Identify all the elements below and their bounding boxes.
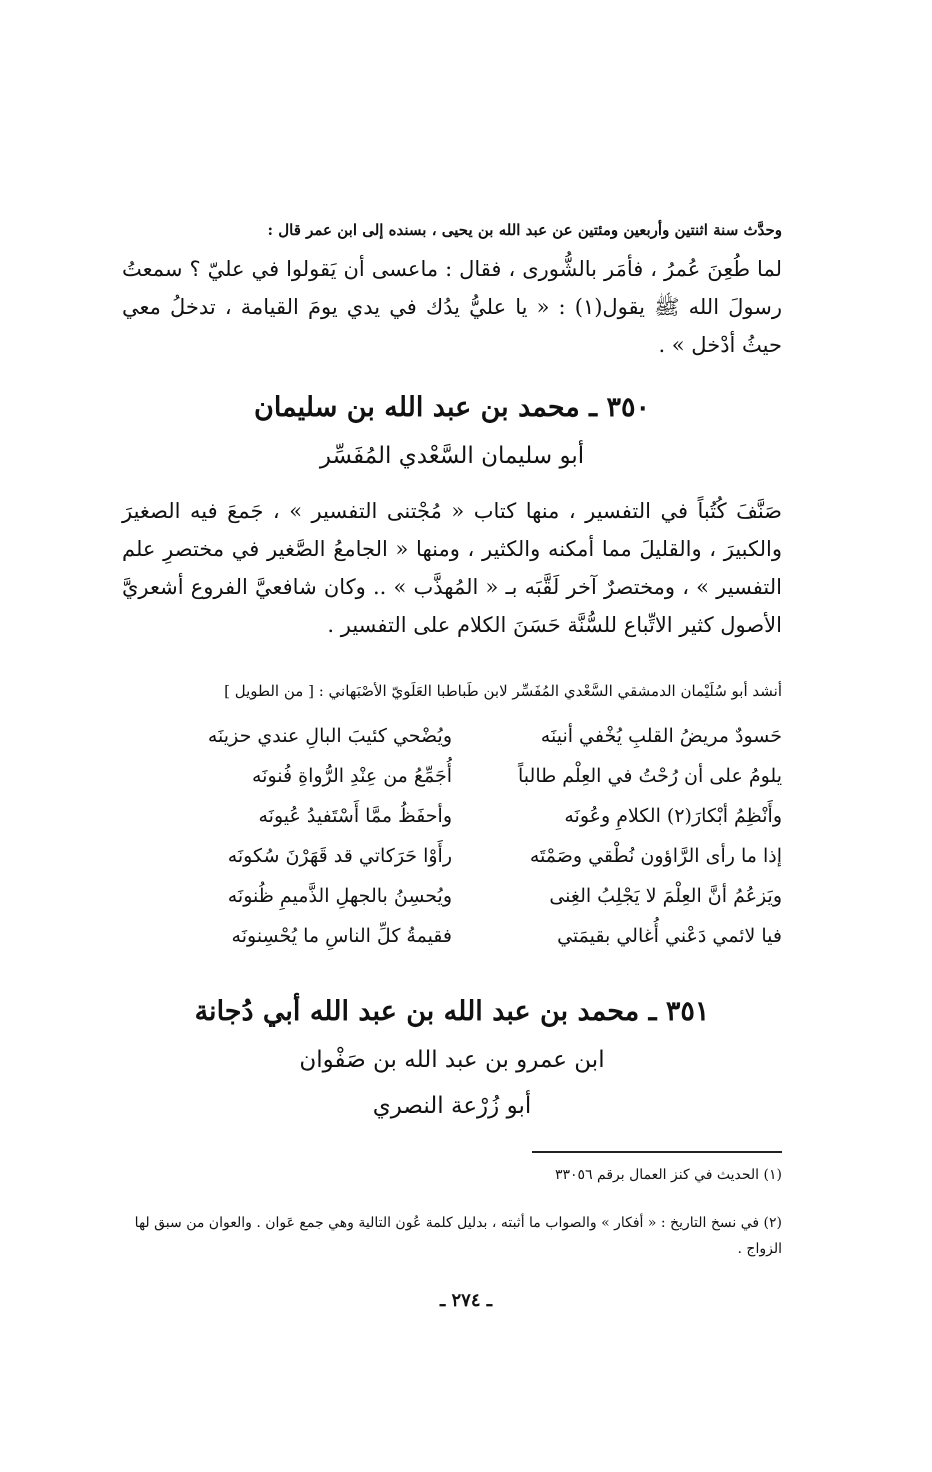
poem-verse	[142, 756, 782, 796]
footnote-2: (٢) في نسخ التاريخ : « أفكار » والصواب ما أثبته ، بدليل كلمة عُون التالية وهي جمع عَوان . والعوان من سبق لها الزواج .	[134, 1215, 782, 1257]
verse-second-hemistich: ويُحسِنُ بالجهلِ الذَّميمِ ظُنونَه	[227, 885, 452, 907]
poem-intro: أنشد أبو سُلَيْمان الدمشقي السَّعْدي المُفَسِّر لابن طَباطبا العَلَويّ الأصْبَهاني : [ من الطويل ]	[224, 682, 782, 700]
poem	[142, 716, 782, 956]
entry-351-subtitle-lineage: ابن عمرو بن عبد الله بن صَفْوان	[299, 1047, 605, 1073]
verse-first-hemistich: يلومُ على أن رُحْتُ في العِلْم طالباً	[518, 765, 782, 787]
entry-351-title: ٣٥١ ـ محمد بن عبد الله بن عبد الله أبي دُجانة	[194, 996, 710, 1027]
entry-351-subtitle-kunya: أبو زُرْعة النصري	[372, 1093, 532, 1119]
footnote-1: (١) الحديث في كنز العمال برقم ٣٣٠٥٦	[554, 1167, 782, 1183]
footnote-separator	[532, 1151, 782, 1153]
poem-verse	[142, 916, 782, 956]
entry-350-title: ٣٥٠ ـ محمد بن عبد الله بن سليمان	[254, 392, 650, 423]
poem-verse	[142, 876, 782, 916]
verse-second-hemistich: وأحفَظُ ممَّا أَسْتَفيدُ عُيونَه	[258, 805, 452, 827]
page-number: ـ ٢٧٤ ـ	[439, 1290, 493, 1311]
entry-350-subtitle: أبو سليمان السَّعْدي المُفَسِّر	[319, 443, 585, 469]
poem-verse	[142, 796, 782, 836]
verse-first-hemistich: ويَزعُمُ أنَّ العِلْمَ لا يَجْلِبُ الغِنى	[549, 885, 782, 907]
verse-second-hemistich: أُجَمِّعُ من عِنْدِ الرُّواةِ فُنونَه	[251, 765, 452, 787]
verse-second-hemistich: فقيمةُ كلِّ الناسِ ما يُحْسِنونَه	[231, 925, 452, 947]
biography-paragraph: صَنَّفَ كُتُباً في التفسير ، منها كتاب « مُجْتنى التفسير » ، جَمعَ فيه الصغيرَ والكبيرَ ، والقليلَ مما أمكنه والكثير ، ومنها « الجامعُ الصَّغير في مختصرِ علم التفسير » ، ومختصرٌ آخر لَقَّبَه بـ « المُهذَّب » .. وكان شافعيَّ الفروع أشعريَّ الأصول كثير الاتِّباع للسُّنَّة حَسَنَ الكلام على التفسير .	[122, 499, 782, 637]
poem-verse	[142, 716, 782, 756]
verse-first-hemistich: إذا ما رأى الرَّاؤون نُطْقي وصَمْتَه	[529, 845, 782, 867]
verse-second-hemistich: رأَوْا حَرَكاتي قد قَهَرْنَ سُكونَه	[227, 845, 452, 867]
hadith-paragraph: لما طُعِنَ عُمرُ ، فأمَر بالشُّورى ، فقال : ماعسى أن يَقولوا في عليّ ؟ سمعتُ رسولَ الله ﷺ يقول(١) : « يا عليُّ يدُك في يدي يومَ القيامة ، تدخلُ معي حيثُ أدْخل » .	[122, 257, 782, 357]
verse-first-hemistich: حَسودٌ مريضُ القلبِ يُخْفي أنينَه	[540, 725, 782, 747]
isnad-intro-line: وحدَّث سنة اثنتين وأربعين ومئتين عن عبد الله بن يحيى ، بسنده إلى ابن عمر قال :	[267, 221, 782, 239]
verse-first-hemistich: وأَنْظِمُ أبْكارَ(٢) الكلامِ وعُونَه	[564, 805, 782, 827]
verse-second-hemistich: ويُضْحي كئيبَ البالِ عندي حزينَه	[207, 725, 452, 747]
verse-first-hemistich: فيا لائمي دَعْني أُغالي بقيمَتي	[557, 925, 782, 947]
poem-verse	[142, 836, 782, 876]
